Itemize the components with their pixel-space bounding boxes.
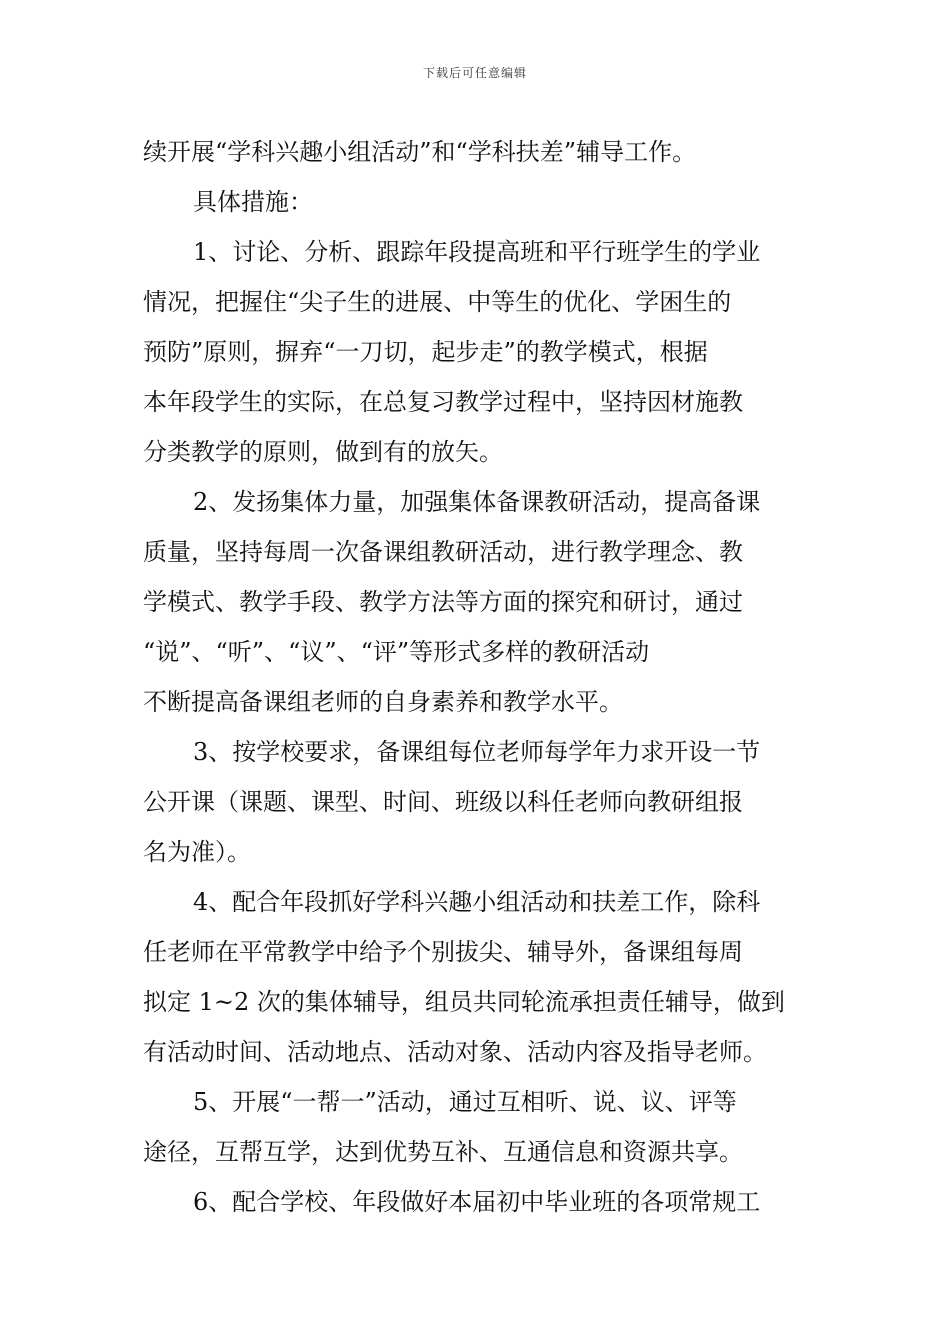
text-line: 公开课（课题、课型、时间、班级以科任老师向教研组报 (143, 788, 743, 816)
text-line: 2、发扬集体力量，加强集体备课教研活动，提高备课 (193, 488, 761, 516)
text-line: 任老师在平常教学中给予个别拔尖、辅导外，备课组每周 (143, 938, 743, 966)
text-line: 有活动时间、活动地点、活动对象、活动内容及指导老师。 (143, 1038, 767, 1066)
text-line: 不断提高备课组老师的自身素养和教学水平。 (143, 688, 623, 716)
text-line: 途径，互帮互学，达到优势互补、互通信息和资源共享。 (143, 1138, 743, 1166)
text-line: 学模式、教学手段、教学方法等方面的探究和研讨，通过 (143, 588, 743, 616)
text-line: 1、讨论、分析、跟踪年段提高班和平行班学生的学业 (193, 238, 761, 266)
text-line: 拟定 1~2 次的集体辅导，组员共同轮流承担责任辅导，做到 (143, 988, 785, 1016)
text-line: 4、配合年段抓好学科兴趣小组活动和扶差工作，除科 (193, 888, 761, 916)
text-line: 5、开展“一帮一”活动，通过互相听、说、议、评等 (193, 1088, 737, 1116)
section-heading: 具体措施： (193, 188, 313, 216)
text-line: 续开展“学科兴趣小组活动”和“学科扶差”辅导工作。 (143, 138, 697, 166)
document-body (143, 127, 807, 1227)
text-line: 情况，把握住“尖子生的进展、中等生的优化、学困生的 (143, 288, 732, 316)
text-line: 3、按学校要求，备课组每位老师每学年力求开设一节 (193, 738, 761, 766)
text-line: 本年段学生的实际，在总复习教学过程中，坚持因材施教 (143, 388, 743, 416)
text-line: 名为准）。 (143, 838, 251, 866)
text-line: 质量，坚持每周一次备课组教研活动，进行教学理念、教 (143, 538, 743, 566)
text-line: 预防”原则，摒弃“一刀切，起步走”的教学模式，根据 (143, 338, 708, 366)
text-line: 6、配合学校、年段做好本届初中毕业班的各项常规工 (193, 1188, 761, 1216)
text-line: “说”、“听”、“议”、“评”等形式多样的教研活动 (143, 638, 650, 666)
text-line: 分类教学的原则，做到有的放矢。 (143, 438, 503, 466)
page-header: 下载后可任意编辑 (422, 66, 527, 80)
